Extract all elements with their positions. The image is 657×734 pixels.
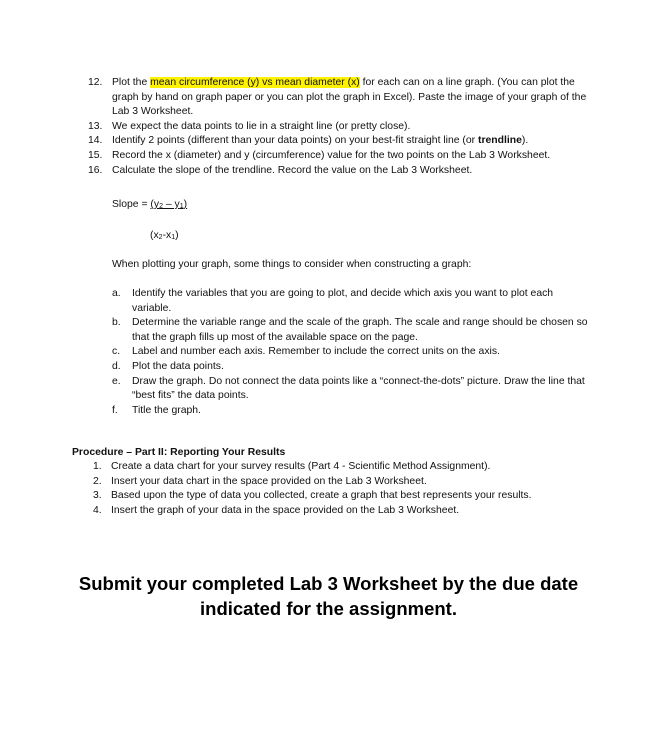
step-13 bbox=[88, 120, 598, 135]
step-text: We expect the data points to lie in a straight line (or pretty close). bbox=[112, 120, 411, 132]
tip-item bbox=[112, 316, 592, 345]
denominator-close: ) bbox=[175, 230, 179, 241]
part2-item bbox=[93, 475, 593, 490]
item-text: Insert your data chart in the space provided on the Lab 3 Worksheet. bbox=[111, 475, 427, 487]
step-12 bbox=[88, 76, 598, 120]
bold-term: trendline bbox=[478, 135, 522, 147]
step-text: Plot the bbox=[112, 77, 151, 88]
step-15 bbox=[88, 149, 598, 164]
graph-considerations-intro: When plotting your graph, some things to consider when constructing a graph: bbox=[112, 259, 472, 270]
tip-letter: e. bbox=[112, 375, 121, 387]
step-number: 14. bbox=[88, 135, 103, 147]
step-number: 13. bbox=[88, 120, 103, 132]
part2-heading: Procedure – Part II: Reporting Your Results bbox=[72, 447, 286, 458]
step-16 bbox=[88, 164, 598, 179]
tip-text: Title the graph. bbox=[132, 404, 201, 416]
part2-item bbox=[93, 460, 593, 475]
tip-item bbox=[112, 404, 592, 419]
tip-text: Determine the variable range and the scale of the graph. The scale and range should be chosen so that the graph fills up most of the available space on the page. bbox=[132, 317, 588, 343]
item-number: 4. bbox=[93, 504, 102, 516]
step-text: ). bbox=[521, 135, 529, 147]
item-text: Insert the graph of your data in the space provided on the Lab 3 Worksheet. bbox=[111, 504, 460, 516]
slope-formula bbox=[112, 198, 187, 213]
submit-line-2: indicated for the assignment. bbox=[200, 598, 457, 619]
tip-letter: b. bbox=[112, 317, 121, 329]
part2-item bbox=[93, 489, 593, 504]
tip-text: Label and number each axis. Remember to include the correct units on the axis. bbox=[132, 346, 500, 358]
graph-tips-list bbox=[112, 287, 592, 418]
part2-item bbox=[93, 504, 593, 519]
tip-text: Identify the variables that you are going to plot, and decide which axis you want to plot each variable. bbox=[132, 288, 554, 314]
step-14 bbox=[88, 134, 598, 149]
tip-item bbox=[112, 287, 592, 316]
tip-letter: c. bbox=[112, 346, 121, 358]
tip-letter: a. bbox=[112, 288, 121, 299]
item-number: 2. bbox=[93, 475, 102, 487]
tip-item bbox=[112, 375, 592, 404]
tip-letter: d. bbox=[112, 360, 121, 372]
subscript-2: 2 bbox=[158, 234, 163, 241]
subscript-1: 1 bbox=[179, 203, 184, 210]
item-text: Based upon the type of data you collected, create a graph that best represents your results. bbox=[111, 490, 532, 502]
step-number: 16. bbox=[88, 164, 103, 176]
step-text: Identify 2 points (different than your data points) on your best-fit straight line (or bbox=[112, 135, 478, 147]
tip-item bbox=[112, 345, 592, 360]
step-number: 15. bbox=[88, 149, 103, 161]
item-number: 3. bbox=[93, 490, 102, 502]
tip-letter: f. bbox=[112, 404, 118, 416]
item-text: Create a data chart for your survey results (Part 4 - Scientific Method Assignment). bbox=[111, 461, 491, 472]
numerator-close: ) bbox=[183, 199, 188, 210]
subscript-2: 2 bbox=[159, 203, 163, 210]
highlighted-text: mean circumference (y) vs mean diameter (x) bbox=[150, 77, 360, 88]
slope-label: Slope = bbox=[112, 199, 151, 210]
tip-text: Plot the data points. bbox=[132, 360, 224, 372]
subscript-1: 1 bbox=[171, 234, 176, 241]
submit-notice bbox=[70, 571, 587, 621]
tip-item bbox=[112, 360, 592, 375]
step-number: 12. bbox=[88, 77, 103, 88]
step-text: for each can on a line graph. (You can plot the graph by hand on graph paper or you can plot the graph in Excel). Paste the image of your graph of the Lab 3 Worksheet. bbox=[112, 77, 587, 118]
numerator-minus: – y bbox=[162, 199, 180, 210]
denominator-open: (x bbox=[150, 230, 159, 241]
procedure-steps bbox=[88, 76, 598, 178]
slope-denominator bbox=[150, 229, 179, 244]
item-number: 1. bbox=[93, 461, 102, 472]
step-text: Calculate the slope of the trendline. Record the value on the Lab 3 Worksheet. bbox=[112, 164, 473, 176]
submit-line-1: Submit your completed Lab 3 Worksheet by the due date bbox=[78, 573, 579, 594]
tip-text: Draw the graph. Do not connect the data points like a “connect-the-dots” picture. Draw the line that “best fits” the data points. bbox=[132, 375, 585, 402]
denominator-minus: -x bbox=[162, 230, 172, 241]
numerator-open: (y bbox=[150, 199, 160, 210]
slope-numerator bbox=[150, 199, 187, 210]
part2-list bbox=[93, 460, 593, 518]
step-text: Record the x (diameter) and y (circumference) value for the two points on the Lab 3 Worksheet. bbox=[112, 149, 551, 161]
